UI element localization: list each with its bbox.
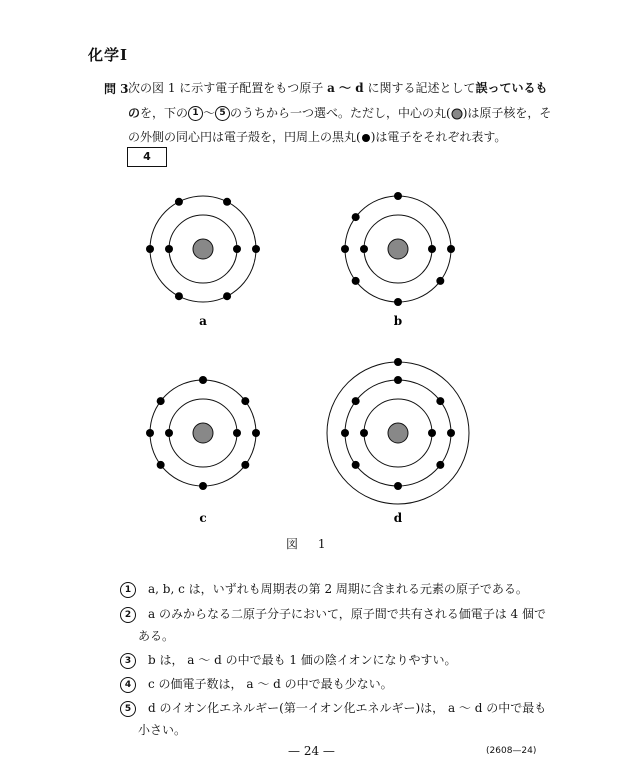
choice-3[interactable]: 3 b は， a ～ d の中で最も 1 価の陰イオンになりやすい。: [120, 651, 457, 669]
nucleus: [193, 239, 213, 259]
electron: [394, 192, 402, 200]
electron: [165, 245, 173, 253]
electron: [157, 397, 165, 405]
question-line-1: 次の図 1 に示す電子配置をもつ原子 a ～ d に関する記述として誤っているも: [128, 81, 548, 95]
atom-label: a: [199, 314, 207, 328]
choice-number-icon: 3: [120, 653, 136, 669]
electron: [341, 429, 349, 437]
electron: [252, 429, 260, 437]
electron: [352, 213, 360, 221]
choice-number-icon: 5: [120, 701, 136, 717]
exam-code: (2608—24): [486, 746, 537, 756]
atom-a: [146, 196, 260, 328]
electron: [360, 245, 368, 253]
electron: [447, 245, 455, 253]
answer-number-box: 4: [127, 147, 167, 167]
subject-title: 化学Ⅰ: [88, 46, 129, 64]
atom-d: [327, 358, 469, 525]
choice-number-icon: 4: [120, 677, 136, 693]
electron: [252, 245, 260, 253]
electron: [241, 461, 249, 469]
nucleus: [193, 423, 213, 443]
electron: [394, 298, 402, 306]
electron: [165, 429, 173, 437]
choice-number-icon: 5: [215, 106, 230, 121]
atom-label: b: [393, 314, 403, 328]
question-line-2: のを，下の 1 ～ 5 のうちから一つ選べ。ただし，中心の丸( )は原子核を，そ: [128, 106, 552, 120]
electron: [436, 397, 444, 405]
electron: [146, 429, 154, 437]
choice-5[interactable]: 5 d のイオン化エネルギー(第一イオン化エネルギー)は， a ～ d の中で最も: [120, 699, 546, 717]
choice-4[interactable]: 4 c の価電子数は， a ～ d の中で最も少ない。: [120, 675, 393, 693]
electron: [360, 429, 368, 437]
choice-number-icon: 2: [120, 607, 136, 623]
electron: [233, 429, 241, 437]
page-number: — 24 —: [288, 744, 335, 758]
electron: [352, 277, 360, 285]
choice-number-icon: 1: [120, 582, 136, 598]
electron: [352, 397, 360, 405]
choice-2[interactable]: 2 a のみからなる二原子分子において，原子間で共有される価電子は 4 個で: [120, 605, 546, 623]
electron: [352, 461, 360, 469]
choice-5-continuation: 小さい。: [138, 723, 187, 737]
electron: [394, 482, 402, 490]
choice-number-icon: 1: [188, 106, 203, 121]
electron: [394, 358, 402, 366]
nucleus: [388, 423, 408, 443]
atom-b: [341, 192, 455, 328]
electron: [341, 245, 349, 253]
question-line-3: の外側の同心円は電子殻を，円周上の黒丸( )は電子をそれぞれ表す。: [128, 130, 507, 144]
electron: [199, 376, 207, 384]
electron: [233, 245, 241, 253]
atom-label: d: [393, 511, 403, 525]
electron: [175, 198, 183, 206]
choice-2-continuation: ある。: [138, 629, 175, 643]
electron: [157, 461, 165, 469]
electron: [223, 198, 231, 206]
electron: [436, 277, 444, 285]
electron: [175, 292, 183, 300]
nucleus: [388, 239, 408, 259]
electron: [199, 482, 207, 490]
electron: [436, 461, 444, 469]
electron: [146, 245, 154, 253]
electron: [223, 292, 231, 300]
atom-label: c: [199, 511, 207, 525]
question-number: 問 3: [104, 82, 129, 96]
figure-caption: 図 1: [286, 537, 334, 551]
electron: [394, 376, 402, 384]
electron: [241, 397, 249, 405]
electron: [428, 429, 436, 437]
choice-1[interactable]: 1 a, b, c は，いずれも周期表の第 2 周期に含まれる元素の原子である。: [120, 580, 528, 598]
electron: [428, 245, 436, 253]
electron: [447, 429, 455, 437]
atom-c: [146, 376, 260, 525]
